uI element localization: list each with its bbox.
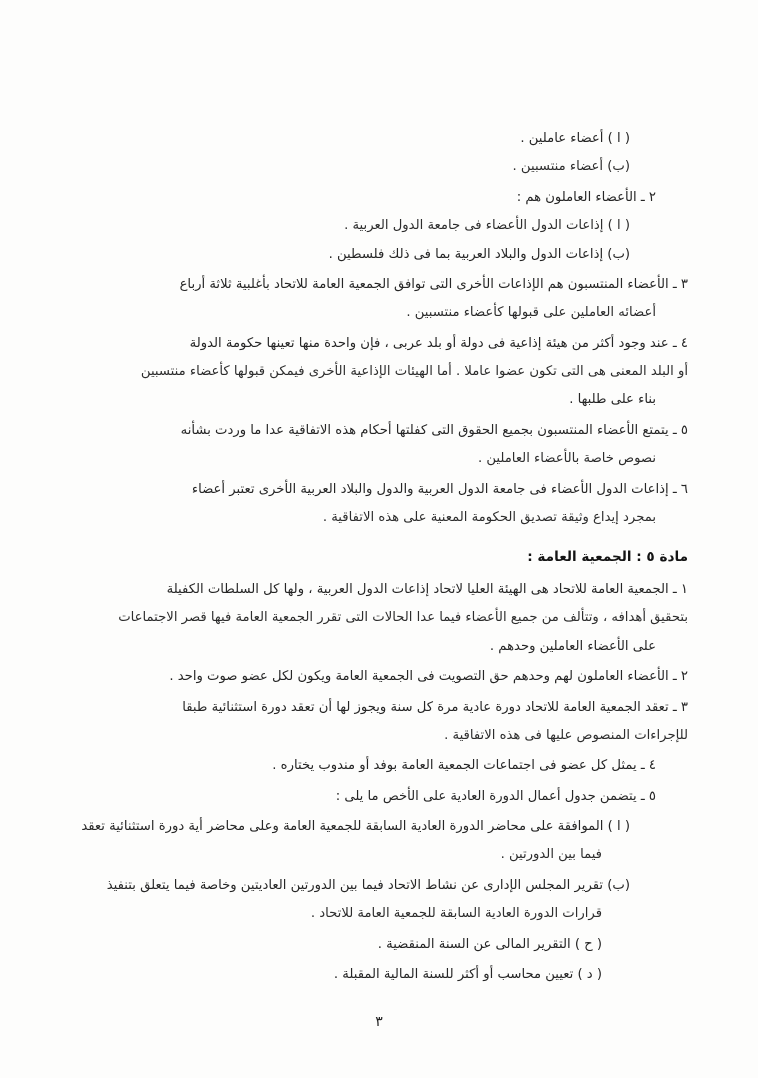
paragraph-block bbox=[70, 420, 688, 470]
paragraph-block bbox=[70, 964, 688, 985]
document-body bbox=[70, 128, 688, 994]
text-line: (ب) أعضاء منتسبين . bbox=[512, 159, 630, 175]
text-line: أو البلد المعنى هى التى تكون عضوا عاملا . أما الهيئات الإذاعية الأخرى فيمكن قبولها كأعضاء منتسبين bbox=[140, 364, 688, 379]
paragraph-block bbox=[70, 875, 688, 925]
paragraph-block bbox=[70, 934, 688, 955]
paragraph-block bbox=[70, 786, 688, 807]
text-line: (ب) تقرير المجلس الإدارى عن نشاط الاتحاد فيما بين الدورتين العاديتين وخاصة فيما يتعلق بتنفيذ bbox=[106, 877, 630, 893]
text-line: على الأعضاء العاملين وحدهم . bbox=[489, 638, 656, 654]
text-line: ٢ ـ الأعضاء العاملون هم : bbox=[516, 189, 656, 205]
section-heading bbox=[70, 546, 688, 569]
text-line: ٦ ـ إذاعات الدول الأعضاء فى جامعة الدول العربية والدول والبلاد العربية الأخرى تعتبر أعضاء bbox=[191, 481, 688, 497]
paragraph-block bbox=[70, 128, 688, 178]
text-line: بتحقيق أهدافه ، وتتألف من جميع الأعضاء فيما عدا الحالات التى تقرر الجمعية العامة فيها قصر الاجتماعات bbox=[118, 610, 688, 626]
text-line: ( ا ) أعضاء عاملين . bbox=[520, 131, 630, 146]
text-line: فيما بين الدورتين . bbox=[500, 847, 602, 863]
text-line: ٤ ـ عند وجود أكثر من هيئة إذاعية فى دولة أو بلد عربى ، فإن واحدة منها تعينها حكومة الدولة bbox=[189, 335, 688, 351]
paragraph-block bbox=[70, 479, 688, 529]
paragraph-block bbox=[70, 697, 688, 747]
section-heading-label: مادة ٥ : الجمعية العامة : bbox=[527, 549, 688, 566]
text-line: ( د ) تعيين محاسب أو أكثر للسنة المالية المقبلة . bbox=[333, 966, 602, 982]
paragraph-block bbox=[70, 666, 688, 687]
text-line: ( ح ) التقرير المالى عن السنة المنقضية . bbox=[377, 936, 602, 952]
paragraph-block bbox=[70, 816, 688, 866]
paragraph-block bbox=[70, 755, 688, 776]
text-line: ( ا ) الموافقة على محاضر الدورة العادية السابقة للجمعية العامة وعلى محاضر أية دورة استثنائية تعقد bbox=[81, 819, 630, 834]
text-line: نصوص خاصة بالأعضاء العاملين . bbox=[477, 451, 656, 467]
text-line: ( ا ) إذاعات الدول الأعضاء فى جامعة الدول العربية . bbox=[344, 218, 630, 234]
text-line: بناء على طلبها . bbox=[569, 392, 656, 408]
text-line: بمجرد إيداع وثيقة تصديق الحكومة المعنية على هذه الاتفاقية . bbox=[322, 509, 656, 525]
text-line: ٢ ـ الأعضاء العاملون لهم وحدهم حق التصويت فى الجمعية العامة ويكون لكل عضو صوت واحد . bbox=[169, 669, 688, 685]
paragraph-block bbox=[70, 579, 688, 657]
text-line: ٥ ـ يتضمن جدول أعمال الدورة العادية على الأخص ما يلى : bbox=[335, 788, 656, 804]
paragraph-block bbox=[70, 274, 688, 324]
text-line: للإجراءات المنصوص عليها فى هذه الاتفاقية . bbox=[444, 727, 688, 743]
text-line: أعضائه العاملين على قبولها كأعضاء منتسبين . bbox=[406, 305, 656, 321]
text-line: ٣ ـ تعقد الجمعية العامة للاتحاد دورة عادية مرة كل سنة ويجوز لها أن تعقد دورة استثنائية طبقا bbox=[182, 699, 688, 715]
text-line: ٣ ـ الأعضاء المنتسبون هم الإذاعات الأخرى التى توافق الجمعية العامة للاتحاد بأغلبية ثلاثة أرباع bbox=[179, 276, 688, 292]
text-line: ٤ ـ يمثل كل عضو فى اجتماعات الجمعية العامة بوفد أو مندوب يختاره . bbox=[272, 758, 656, 774]
text-line: (ب) إذاعات الدول والبلاد العربية بما فى ذلك فلسطين . bbox=[328, 246, 630, 262]
text-line: ٥ ـ يتمتع الأعضاء المنتسبون بجميع الحقوق التى كفلتها أحكام هذه الاتفاقية عدا ما وردت بشأنه bbox=[180, 422, 688, 438]
paragraph-block bbox=[70, 333, 688, 411]
text-line: قرارات الدورة العادية السابقة للجمعية العامة للاتحاد . bbox=[310, 906, 602, 922]
paragraph-block bbox=[70, 187, 688, 265]
page-number: ٣ bbox=[375, 1014, 383, 1030]
text-line: ١ ـ الجمعية العامة للاتحاد هى الهيئة العليا لاتحاد إذاعات الدول العربية ، ولها كل السلطات الكفيلة bbox=[166, 582, 688, 597]
